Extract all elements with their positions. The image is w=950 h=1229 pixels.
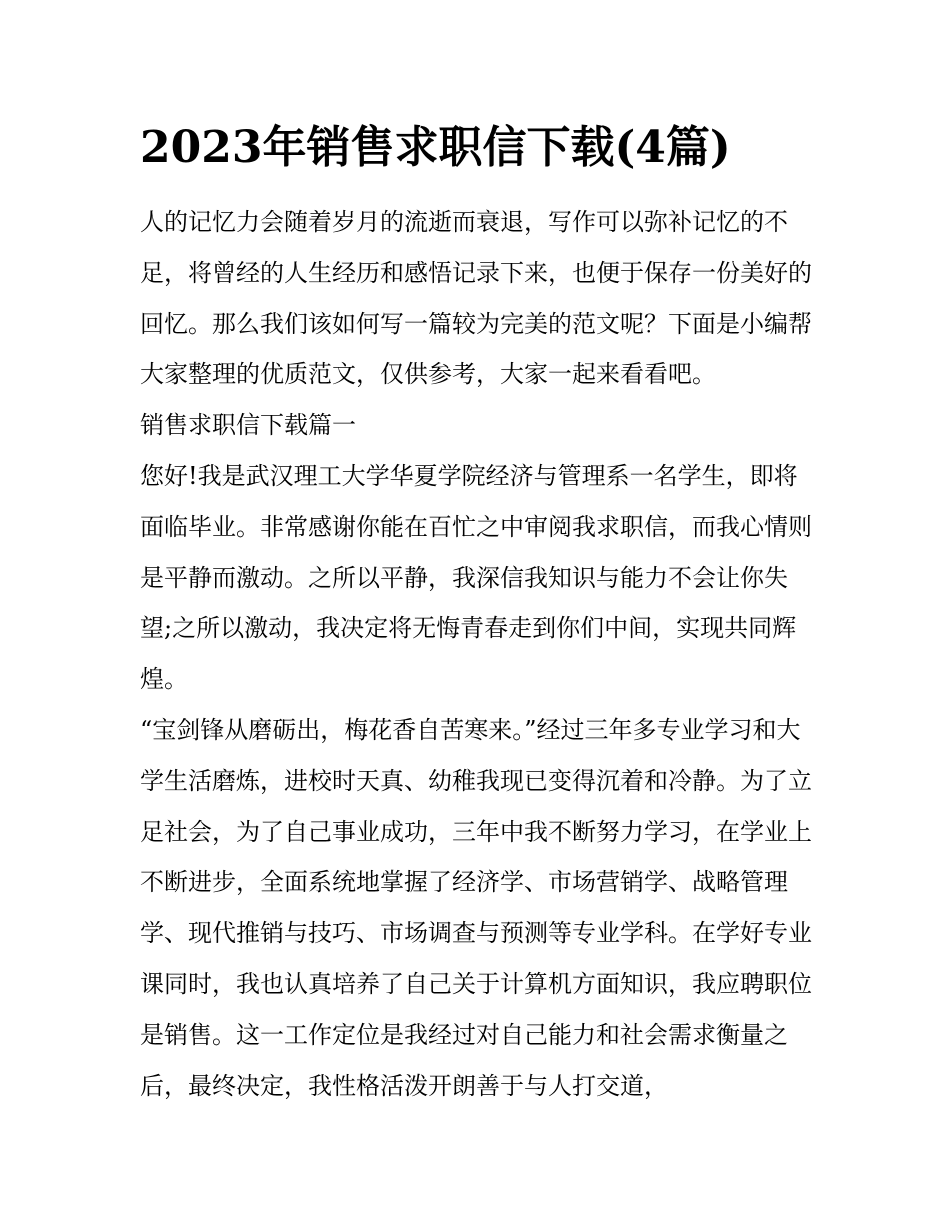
section-heading: 销售求职信下载篇一 xyxy=(140,411,356,440)
intro-paragraph: 人的记忆力会随着岁月的流逝而衰退，写作可以弥补记忆的不足，将曾经的人生经历和感悟记录下来，也便于保存一份美好的回忆。那么我们该如何写一篇较为完美的范文呢？下面是小编帮大家整理的优质范文，仅供参考，大家一起来看看吧。 xyxy=(140,208,812,389)
document-body xyxy=(140,197,812,1111)
body-paragraph: “宝剑锋从磨砺出，梅花香自苦寒来。”经过三年多专业学习和大学生活磨炼，进校时天真、幼稚我现已变得沉着和冷静。为了立足社会，为了自己事业成功，三年中我不断努力学习，在学业上不断进步，全面系统地掌握了经济学、市场营销学、战略管理学、现代推销与技巧、市场调查与预测等专业学科。在学好专业课同时，我也认真培养了自己关于计算机方面知识，我应聘职位是销售。这一工作定位是我经过对自己能力和社会需求衡量之后，最终决定，我性格活泼开朗善于与人打交道， xyxy=(140,715,812,1100)
body-paragraph: 您好!我是武汉理工大学华夏学院经济与管理系一名学生，即将面临毕业。非常感谢你能在百忙之中审阅我求职信，而我心情则是平静而激动。之所以平静，我深信我知识与能力不会让你失望;之所以激动，我决定将无悔青春走到你们中间，实现共同辉煌。 xyxy=(140,461,812,694)
document-title: 2023年销售求职信下载(4篇) xyxy=(140,122,731,173)
